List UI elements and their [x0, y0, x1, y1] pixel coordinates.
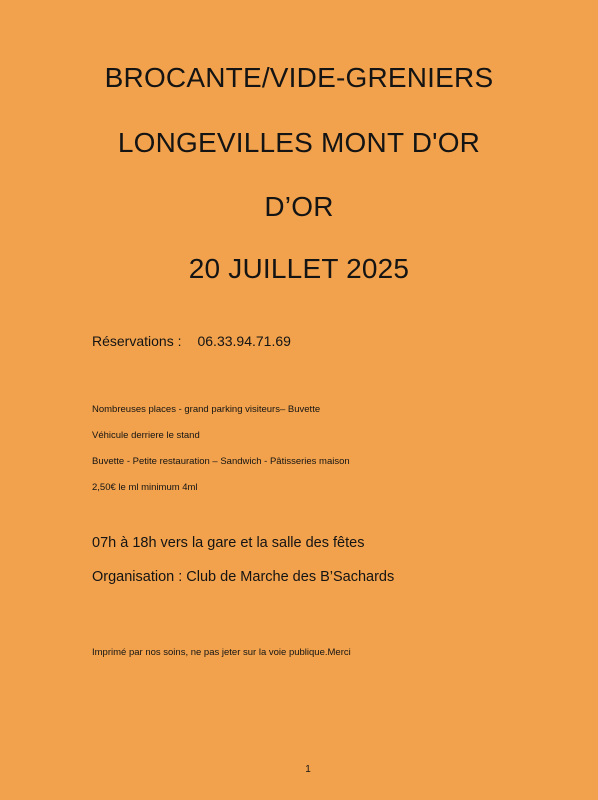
- detail-food: Buvette - Petite restauration – Sandwich - Pâtisseries maison: [92, 456, 350, 467]
- reservation-phone: 06.33.94.71.69: [197, 333, 291, 349]
- title-line-location-continued: D’OR: [264, 191, 334, 222]
- info-organisation: Organisation : Club de Marche des B’Sachards: [92, 569, 395, 585]
- reservation-label: Réservations :: [92, 333, 182, 349]
- detail-vehicle: Véhicule derriere le stand: [92, 430, 200, 441]
- page-number: 1: [305, 764, 311, 775]
- title-line-date: 20 JUILLET 2025: [188, 253, 410, 284]
- detail-price: 2,50€ le ml minimum 4ml: [92, 482, 198, 493]
- title-line-event: BROCANTE/VIDE-GRENIERS: [104, 62, 494, 93]
- footer-note: Imprimé par nos soins, ne pas jeter sur la voie publique.Merci: [92, 647, 351, 658]
- info-hours: 07h à 18h vers la gare et la salle des fêtes: [92, 535, 365, 551]
- reservation-line: [92, 333, 291, 349]
- detail-places: Nombreuses places - grand parking visiteurs– Buvette: [92, 404, 321, 415]
- title-line-location: LONGEVILLES MONT D'OR: [117, 127, 481, 158]
